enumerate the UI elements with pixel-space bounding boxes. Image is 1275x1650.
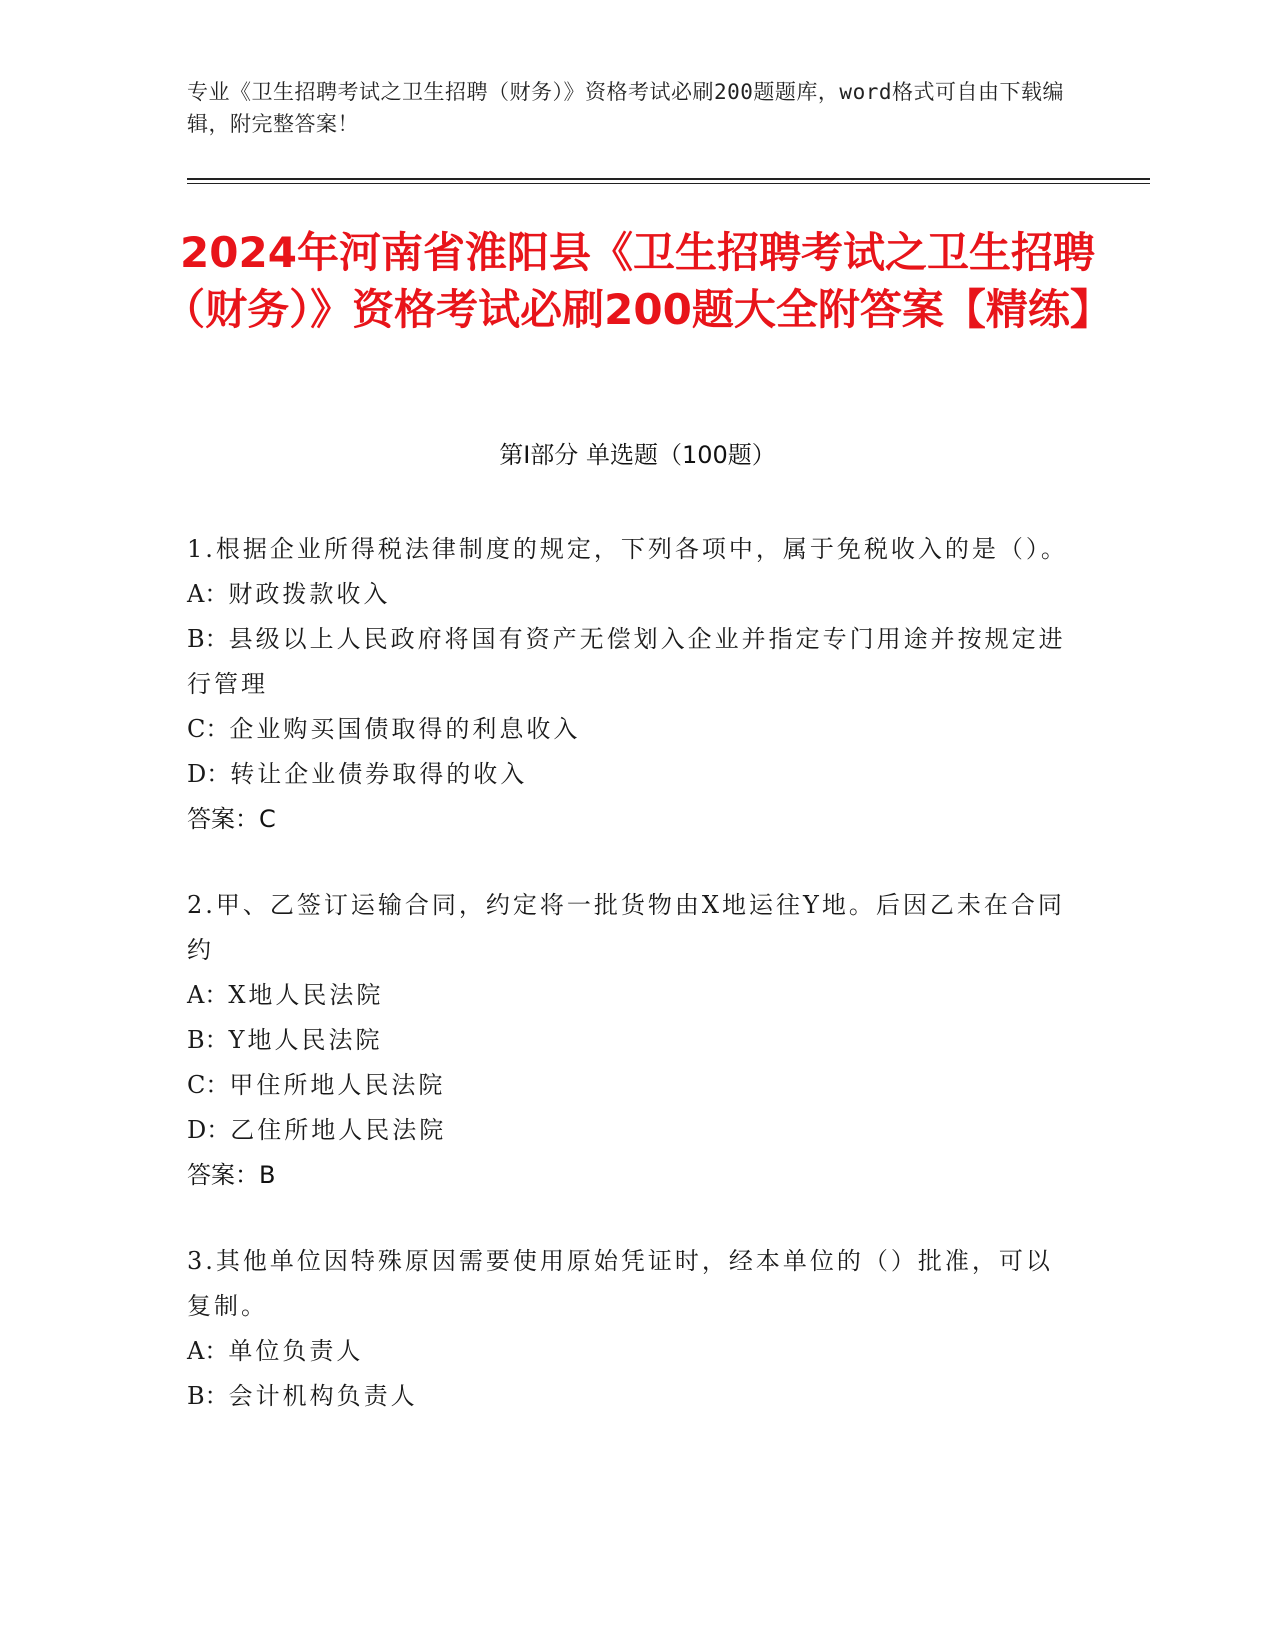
option-text: 甲住所地人民法院 — [229, 1071, 446, 1099]
option-b — [187, 617, 1077, 707]
option-c — [187, 707, 1077, 752]
option-key: A： — [187, 580, 229, 608]
option-key: B： — [187, 1026, 229, 1054]
answer-line: 答案：C — [187, 805, 276, 833]
header-divider — [187, 178, 1150, 180]
question-3 — [187, 1239, 1077, 1419]
option-text: X地人民法院 — [228, 981, 384, 1009]
document-title: 2024年河南省淮阳县《卫生招聘考试之卫生招聘（财务）》资格考试必刷200题大全附答案【精练】 — [163, 228, 1112, 334]
option-d — [187, 1108, 1077, 1153]
option-text: 企业购买国债取得的利息收入 — [229, 715, 581, 743]
question-stem: 1.根据企业所得税法律制度的规定，下列各项中，属于免税收入的是（）。 — [187, 535, 1068, 563]
question-2 — [187, 883, 1077, 1197]
option-text: Y地人民法院 — [228, 1026, 383, 1054]
option-b — [187, 1018, 1077, 1063]
option-a — [187, 973, 1077, 1018]
option-text: 财政拨款收入 — [228, 580, 391, 608]
option-a — [187, 572, 1077, 617]
question-stem: 3.其他单位因特殊原因需要使用原始凭证时，经本单位的（）批准，可以复制。 — [187, 1247, 1053, 1320]
section-heading: 第Ⅰ部分 单选题（100题） — [499, 441, 776, 469]
option-text: 县级以上人民政府将国有资产无偿划入企业并指定专门用途并按规定进行管理 — [187, 625, 1066, 698]
header-divider-thin — [187, 183, 1150, 184]
question-list — [187, 527, 1077, 1461]
option-key: D： — [187, 760, 231, 788]
option-d — [187, 752, 1077, 797]
option-key: C： — [187, 1071, 230, 1099]
header-note: 专业《卫生招聘考试之卫生招聘（财务）》资格考试必刷200题题库，word格式可自由下载编辑，附完整答案！ — [187, 80, 1064, 136]
option-b — [187, 1374, 1077, 1419]
option-text: 单位负责人 — [228, 1337, 364, 1365]
option-key: C： — [187, 715, 230, 743]
question-stem: 2.甲、乙签订运输合同，约定将一批货物由X地运往Y地。后因乙未在合同约 — [187, 891, 1065, 964]
option-key: B： — [187, 625, 229, 653]
option-key: A： — [187, 981, 229, 1009]
option-c — [187, 1063, 1077, 1108]
option-key: D： — [187, 1116, 231, 1144]
option-text: 转让企业债券取得的收入 — [230, 760, 528, 788]
answer-line: 答案：B — [187, 1161, 276, 1189]
question-1 — [187, 527, 1077, 841]
option-text: 乙住所地人民法院 — [230, 1116, 447, 1144]
option-key: B： — [187, 1382, 229, 1410]
option-key: A： — [187, 1337, 229, 1365]
option-a — [187, 1329, 1077, 1374]
option-text: 会计机构负责人 — [228, 1382, 418, 1410]
